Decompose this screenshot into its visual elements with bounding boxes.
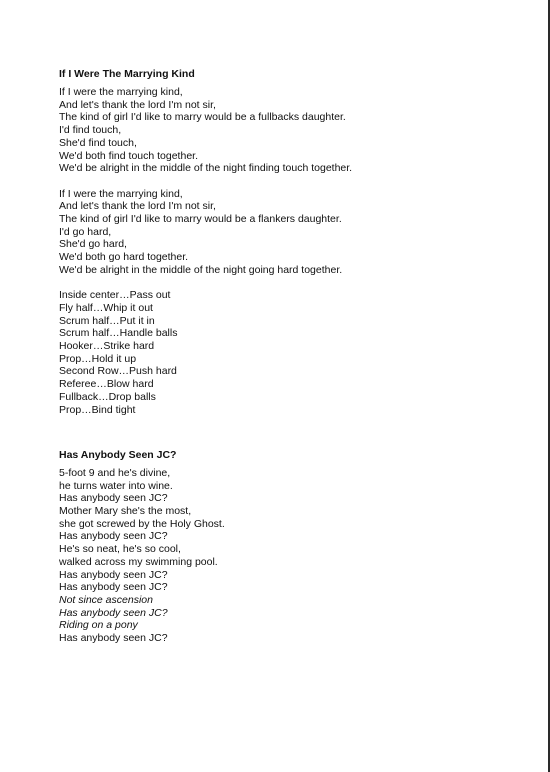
lyric-line: Inside center…Pass out <box>59 289 171 302</box>
stanza-1 <box>59 86 529 175</box>
lyric-line: Has anybody seen JC? <box>59 632 168 645</box>
lyric-line: I'd go hard, <box>59 225 112 238</box>
stanza-2 <box>59 188 529 277</box>
lyric-line: She'd find touch, <box>59 136 137 149</box>
lyric-line: And let's thank the lord I'm not sir, <box>59 200 216 213</box>
lyric-line: Has anybody seen JC? <box>59 530 168 543</box>
lyric-line: Hooker…Strike hard <box>59 340 155 353</box>
lyric-line: walked across my swimming pool. <box>59 555 218 568</box>
lyric-line: The kind of girl I'd like to marry would be a flankers daughter. <box>59 213 342 226</box>
song-title: Has Anybody Seen JC? <box>59 448 177 461</box>
lyric-line: I'd find touch, <box>59 124 122 137</box>
document-body <box>59 68 529 645</box>
lyric-line: Fly half…Whip it out <box>59 301 153 314</box>
stanza-positions <box>59 289 529 416</box>
lyric-line-italic: Not since ascension <box>59 593 153 606</box>
lyric-line: Has anybody seen JC? <box>59 568 168 581</box>
lyric-line: If I were the marrying kind, <box>59 86 183 98</box>
lyric-line: Has anybody seen JC? <box>59 581 168 594</box>
lyric-line: Referee…Blow hard <box>59 378 154 391</box>
lyric-line: he turns water into wine. <box>59 479 173 492</box>
lyric-line: If I were the marrying kind, <box>59 187 183 200</box>
lyric-line: Fullback…Drop balls <box>59 390 156 403</box>
lyric-line: Scrum half…Put it in <box>59 314 155 327</box>
song-marrying-kind <box>59 68 529 416</box>
lyric-line: 5-foot 9 and he's divine, <box>59 466 171 479</box>
song-title: If I Were The Marrying Kind <box>59 68 195 80</box>
lyric-line: Second Row…Push hard <box>59 365 177 378</box>
song-has-anybody-seen-jc <box>59 449 529 645</box>
lyric-line: She'd go hard, <box>59 238 127 251</box>
lyric-line: And let's thank the lord I'm not sir, <box>59 98 216 111</box>
lyric-line: Mother Mary she's the most, <box>59 505 192 518</box>
lyric-line: He's so neat, he's so cool, <box>59 543 181 556</box>
lyric-line: We'd both go hard together. <box>59 251 189 264</box>
lyric-line-italic: Has anybody seen JC? <box>59 606 168 619</box>
lyric-line: Prop…Hold it up <box>59 352 137 365</box>
lyric-line: We'd be alright in the middle of the night finding touch together. <box>59 162 353 175</box>
song-spacer <box>59 429 529 449</box>
lyric-line-italic: Riding on a pony <box>59 619 138 632</box>
lyric-line: Prop…Bind tight <box>59 403 136 416</box>
lyric-line: We'd both find touch together. <box>59 149 198 162</box>
lyric-line: Has anybody seen JC? <box>59 492 168 505</box>
lyric-line: Scrum half…Handle balls <box>59 327 178 340</box>
lyric-line: she got screwed by the Holy Ghost. <box>59 517 225 530</box>
lyric-line: The kind of girl I'd like to marry would be a fullbacks daughter. <box>59 111 346 124</box>
lyric-line: We'd be alright in the middle of the night going hard together. <box>59 263 343 276</box>
